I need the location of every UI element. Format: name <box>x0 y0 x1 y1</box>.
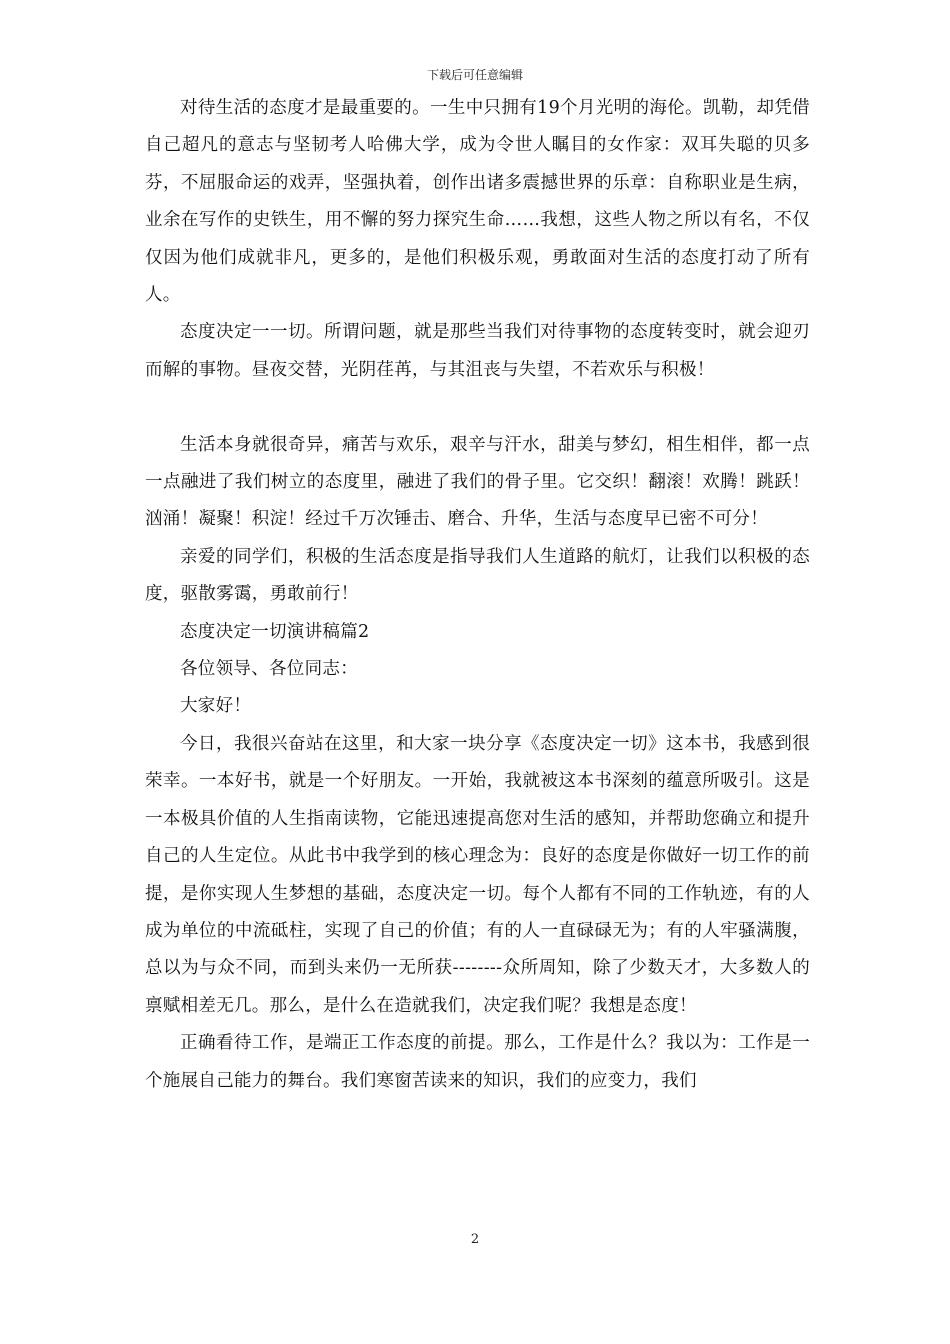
page-number: 2 <box>470 1232 480 1247</box>
page-header: 下载后可任意编辑 <box>426 68 523 82</box>
salutation: 各位领导、各位同志： <box>180 659 358 680</box>
paragraph: 态度决定一一切。所谓问题，就是那些当我们对待事物的态度转变时，就会迎刃而解的事物。昼夜交替，光阴荏苒，与其沮丧与失望，不若欢乐与积极！ <box>145 322 810 380</box>
section-title: 态度决定一切演讲稿篇2 <box>180 621 370 642</box>
document-body <box>145 90 810 1100</box>
paragraph: 正确看待工作，是端正工作态度的前提。那么，工作是什么？我以为：工作是一个施展自己能力的舞台。我们寒窗苦读来的知识，我们的应变力，我们 <box>145 1033 810 1091</box>
paragraph: 对待生活的态度才是最重要的。一生中只拥有19个月光明的海伦。凯勒，却凭借自己超凡的意志与坚韧考人哈佛大学，成为令世人瞩目的女作家：双耳失聪的贝多芬，不屈服命运的戏弄，坚强执着，创作出诸多震撼世界的乐章：自称职业是生病，业余在写作的史铁生，用不懈的努力探究生命……我想，这些人物之所以有名，不仅仅因为他们成就非凡，更多的，是他们积极乐观，勇敢面对生活的态度打动了所有人。 <box>145 98 810 306</box>
paragraph: 生活本身就很奇异，痛苦与欢乐，艰辛与汗水，甜美与梦幻，相生相伴，都一点一点融进了我们树立的态度里，融进了我们的骨子里。它交织！翻滚！欢腾！跳跃！汹涌！凝聚！积淀！经过千万次锤击、磨合、升华，生活与态度早已密不可分！ <box>145 434 810 530</box>
greeting: 大家好！ <box>180 696 252 717</box>
paragraph: 亲爱的同学们，积极的生活态度是指导我们人生道路的航灯，让我们以积极的态度，驱散雾霭，勇敢前行！ <box>145 546 810 605</box>
blank-line <box>145 389 810 426</box>
paragraph: 今日，我很兴奋站在这里，和大家一块分享《态度决定一切》这本书，我感到很荣幸。一本好书，就是一个好朋友。一开始，我就被这本书深刻的蕴意所吸引。这是一本极具价值的人生指南读物，它能迅速提高您对生活的感知，并帮助您确立和提升自己的人生定位。从此书中我学到的核心理念为：良好的态度是你做好一切工作的前提，是你实现人生梦想的基础，态度决定一切。每个人都有不同的工作轨迹，有的人成为单位的中流砥柱，实现了自己的价值；有的人一直碌碌无为；有的人牢骚满腹，总以为与众不同，而到头来仍一无所获--------众所周知，除了少数天才，大多数人的禀赋相差无几。那么，是什么在造就我们，决定我们呢？我想是态度！ <box>145 733 810 1016</box>
